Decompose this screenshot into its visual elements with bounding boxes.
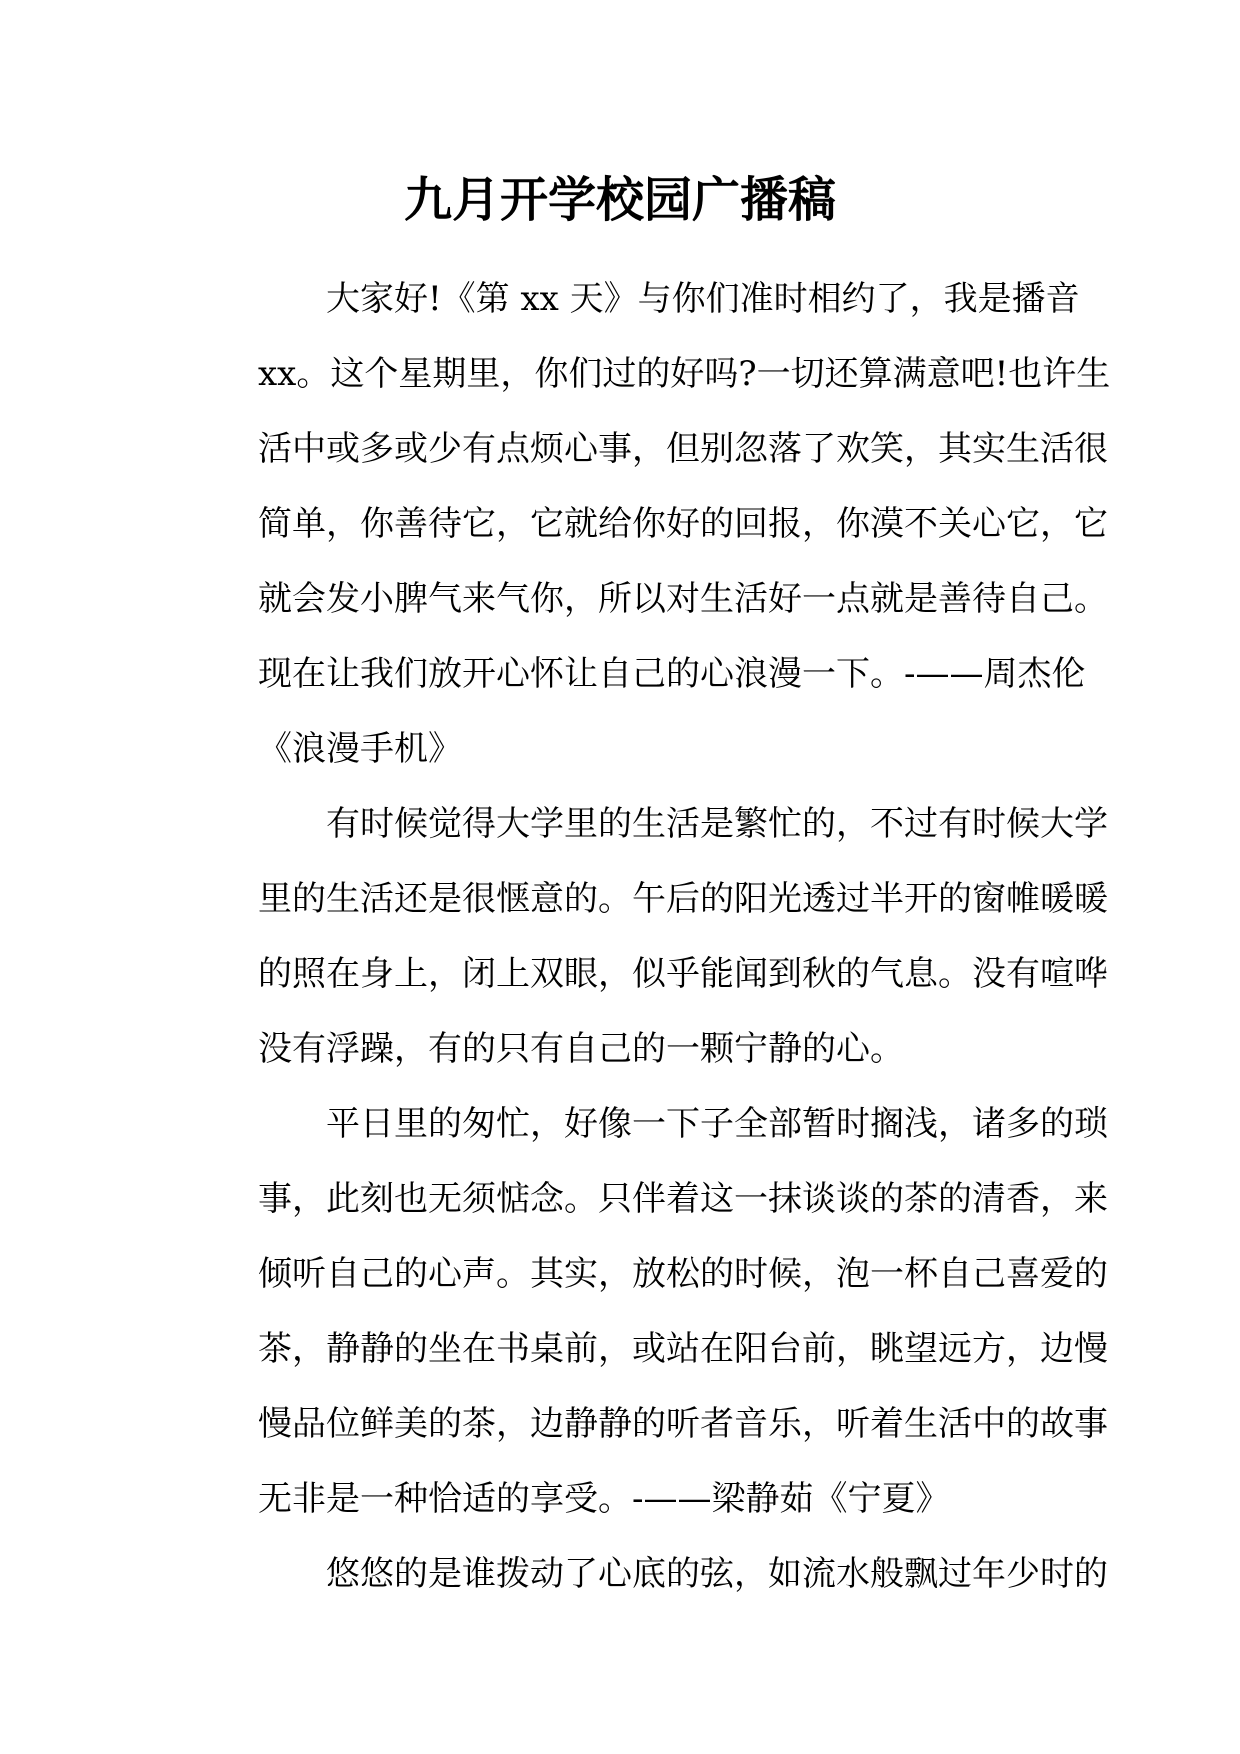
paragraph-line: 大家好!《第 xx 天》与你们准时相约了，我是播音 xyxy=(326,279,1080,319)
paragraph-line: 倾听自己的心声。其实，放松的时候，泡一杯自己喜爱的 xyxy=(258,1254,1108,1294)
paragraph-line: 平日里的匆忙，好像一下子全部暂时搁浅，诸多的琐 xyxy=(326,1104,1108,1144)
paragraph-line: 没有浮躁，有的只有自己的一颗宁静的心。 xyxy=(258,1029,904,1069)
paragraph-line: 事，此刻也无须惦念。只伴着这一抹谈谈的茶的清香，来 xyxy=(258,1179,1108,1219)
paragraph-line: 简单，你善待它，它就给你好的回报，你漠不关心它，它 xyxy=(258,504,1108,544)
paragraph-line: xx。这个星期里，你们过的好吗?一切还算满意吧!也许生 xyxy=(258,354,1111,394)
paragraph-line: 慢品位鲜美的茶，边静静的听者音乐，听着生活中的故事 xyxy=(258,1404,1108,1444)
paragraph-line: 有时候觉得大学里的生活是繁忙的，不过有时候大学 xyxy=(326,804,1108,844)
paragraph-line: 茶，静静的坐在书桌前，或站在阳台前，眺望远方，边慢 xyxy=(258,1329,1108,1369)
paragraph-line: 悠悠的是谁拨动了心底的弦，如流水般飘过年少时的 xyxy=(326,1554,1108,1594)
document-body xyxy=(190,262,1111,1612)
paragraph-line: 无非是一种恰适的享受。-——梁静茹《宁夏》 xyxy=(258,1479,950,1519)
paragraph-line: 现在让我们放开心怀让自己的心浪漫一下。-——周杰伦 xyxy=(258,654,1086,694)
paragraph-line: 的照在身上，闭上双眼，似乎能闻到秋的气息。没有喧哗 xyxy=(258,954,1108,994)
paragraph-4 xyxy=(190,1537,1108,1612)
paragraph-3 xyxy=(190,1087,1108,1537)
paragraph-line: 活中或多或少有点烦心事，但别忽落了欢笑，其实生活很 xyxy=(258,429,1108,469)
paragraph-2 xyxy=(190,787,1108,1087)
paragraph-line: 里的生活还是很惬意的。午后的阳光透过半开的窗帷暖暖 xyxy=(258,879,1108,919)
document-title: 九月开学校园广播稿 xyxy=(403,172,836,228)
paragraph-line: 《浪漫手机》 xyxy=(258,729,462,769)
paragraph-line: 就会发小脾气来气你，所以对生活好一点就是善待自己。 xyxy=(258,579,1108,619)
paragraph-1 xyxy=(190,262,1111,787)
